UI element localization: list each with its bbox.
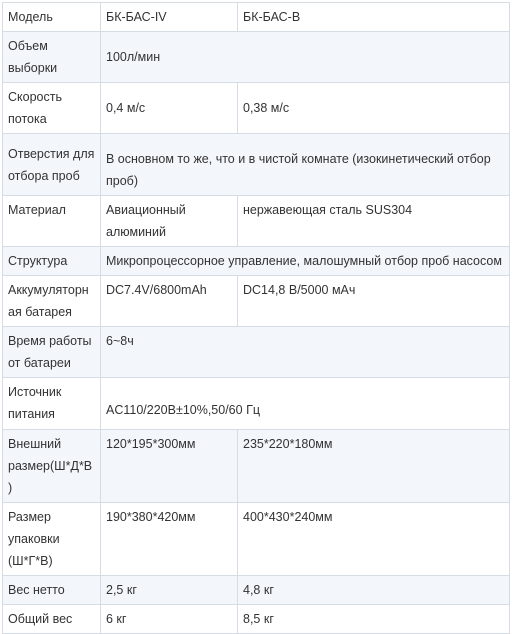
row-label: Размер упаковки (Ш*Г*В) (3, 503, 101, 576)
table-row (3, 430, 510, 503)
table-row (3, 134, 510, 196)
cell-value: 8,5 кг (238, 605, 510, 634)
table-row (3, 276, 510, 327)
table-row (3, 327, 510, 378)
row-label: Внешний размер(Ш*Д*В) (3, 430, 101, 503)
cell-value: БК-БАС-IV (101, 3, 238, 32)
cell-value: 190*380*420мм (101, 503, 238, 576)
cell-value: нержавеющая сталь SUS304 (238, 196, 510, 247)
cell-value: Авиационный алюминий (101, 196, 238, 247)
row-label: Материал (3, 196, 101, 247)
row-label: Время работы от батареи (3, 327, 101, 378)
row-label: Модель (3, 3, 101, 32)
row-label: Источник питания (3, 378, 101, 430)
cell-value: 4,8 кг (238, 576, 510, 605)
cell-value: DC7.4V/6800mAh (101, 276, 238, 327)
table-row (3, 576, 510, 605)
cell-value: 120*195*300мм (101, 430, 238, 503)
cell-value: 6~8ч (101, 327, 510, 378)
row-label: Аккумуляторная батарея (3, 276, 101, 327)
row-label: Объем выборки (3, 32, 101, 83)
cell-value: 400*430*240мм (238, 503, 510, 576)
cell-value: БК-БАС-B (238, 3, 510, 32)
row-label: Вес нетто (3, 576, 101, 605)
spec-table (2, 2, 510, 634)
table-row (3, 83, 510, 134)
table-row (3, 247, 510, 276)
table-row (3, 378, 510, 430)
row-label: Скорость потока (3, 83, 101, 134)
cell-value: 2,5 кг (101, 576, 238, 605)
table-row (3, 3, 510, 32)
cell-value: 235*220*180мм (238, 430, 510, 503)
table-row (3, 32, 510, 83)
cell-value: 0,4 м/с (101, 83, 238, 134)
row-label: Отверстия для отбора проб (3, 134, 101, 196)
table-row (3, 503, 510, 576)
row-label: Структура (3, 247, 101, 276)
cell-value: 100л/мин (101, 32, 510, 83)
cell-value: 0,38 м/с (238, 83, 510, 134)
cell-value: В основном то же, что и в чистой комнате (изокинетический отбор проб) (101, 134, 510, 196)
row-label: Общий вес (3, 605, 101, 634)
cell-value: Микропроцессорное управление, малошумный отбор проб насосом (101, 247, 510, 276)
table-row (3, 605, 510, 634)
cell-value: 6 кг (101, 605, 238, 634)
table-row (3, 196, 510, 247)
cell-value: DC14,8 В/5000 мАч (238, 276, 510, 327)
cell-value: AC110/220B±10%,50/60 Гц (101, 378, 510, 430)
